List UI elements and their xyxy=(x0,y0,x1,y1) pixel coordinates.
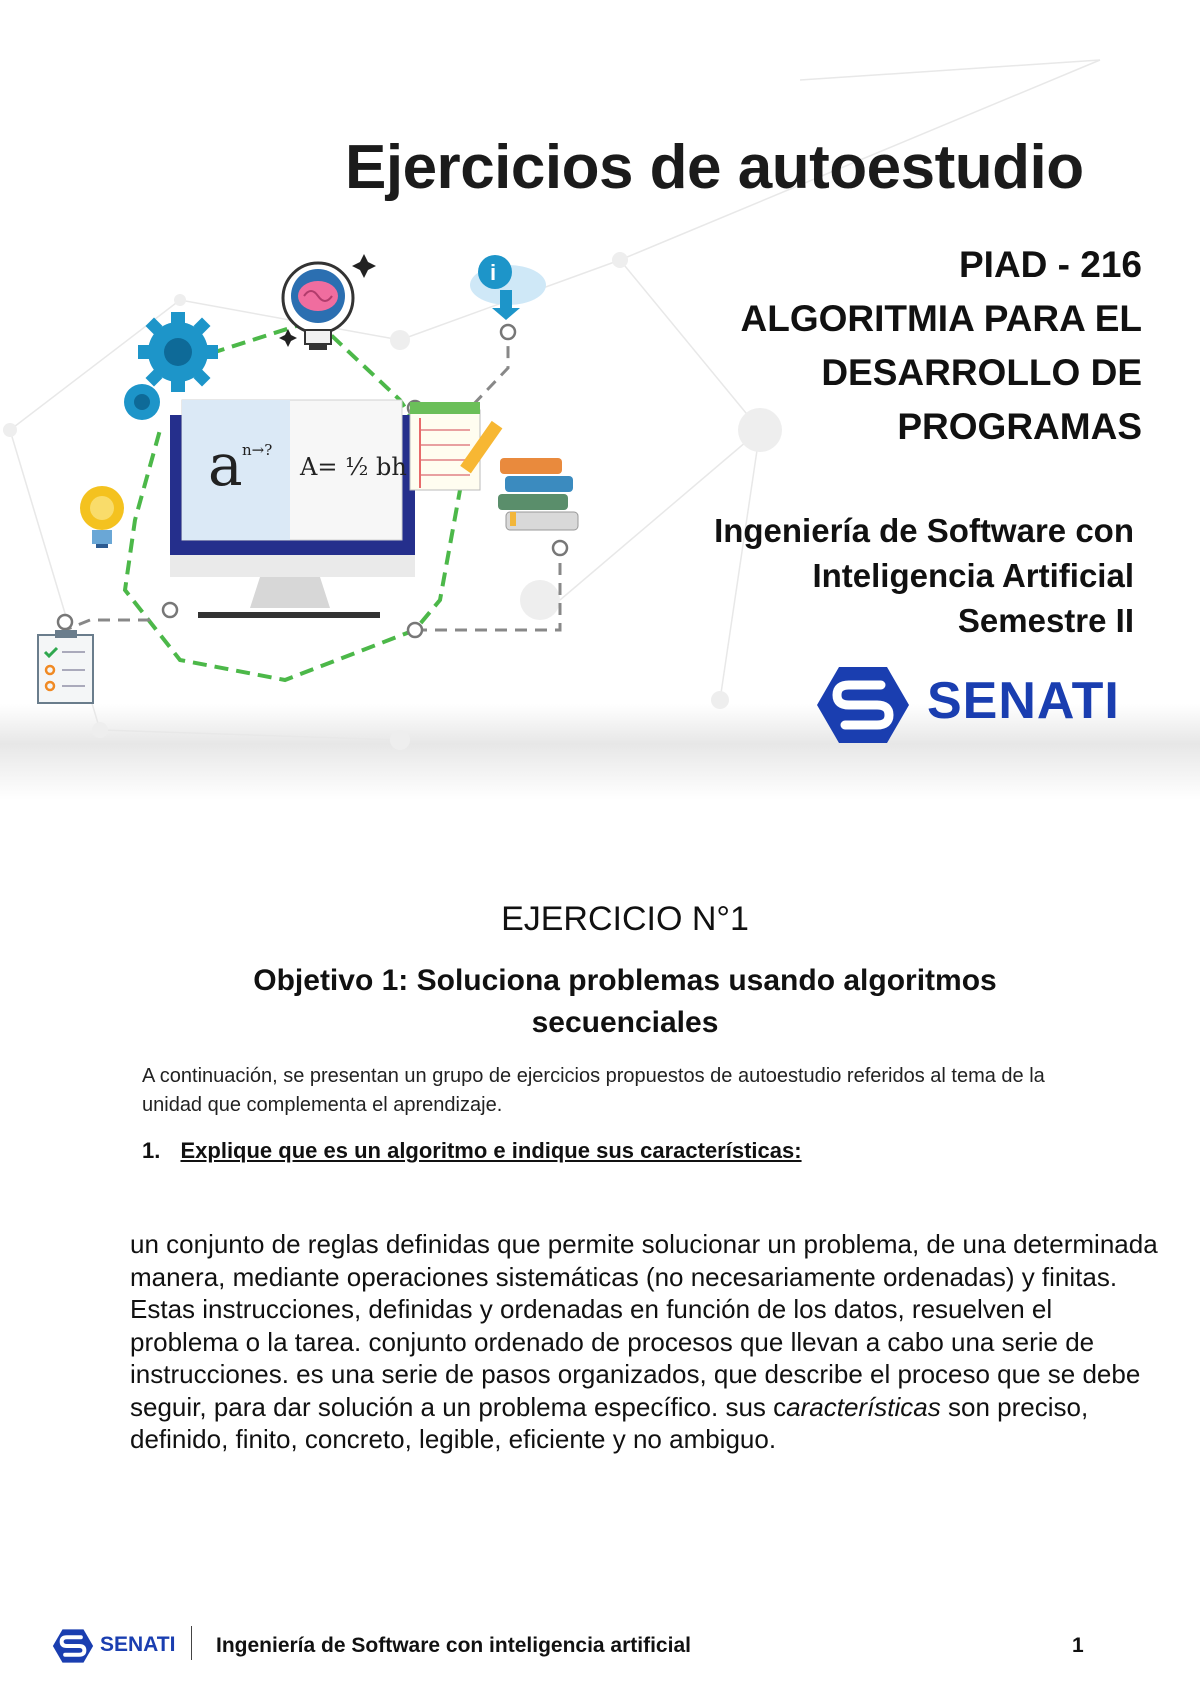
footer-text: Ingeniería de Software con inteligencia artificial xyxy=(216,1634,691,1657)
exercise-objective: Objetivo 1: Soluciona problemas usando algoritmos secuenciales xyxy=(253,964,997,1039)
notepad-pencil-icon xyxy=(410,402,502,490)
question-1 xyxy=(142,1138,802,1164)
question-text: Explique que es un algoritmo e indique sus características: xyxy=(180,1138,802,1163)
answer-part-1: un conjunto de reglas definidas que permite solucionar un problema, de una determinada manera, mediante operaciones sistemáticas (no necesariamente ordenadas) y finitas. Estas instrucciones, definidas y ordenadas en función de los datos, resuelven el problema o la tarea. conjunto ordenado de procesos que llevan a cabo una serie de instrucciones. es una serie de pasos organizados, que describe el proceso que se debe seguir, para dar solución a un problema específico. sus c xyxy=(130,1229,1158,1422)
info-cloud-icon xyxy=(470,255,546,320)
career-line-1: Ingeniería de Software con xyxy=(714,512,1134,549)
senati-hexagon-small-icon xyxy=(52,1628,94,1664)
course-name-line-2: DESARROLLO DE xyxy=(821,352,1142,393)
exercise-intro: A continuación, se presentan un grupo de ejercicios propuestos de autoestudio referidos al tema de la unidad que complementa el aprendizaje. xyxy=(142,1065,1045,1116)
brain-bulb-icon xyxy=(279,254,376,350)
senati-hexagon-icon xyxy=(815,665,911,745)
senati-logo xyxy=(815,665,1120,745)
answer-text xyxy=(130,1228,1160,1456)
page-number: 1 xyxy=(1072,1634,1084,1657)
svg-text:i: i xyxy=(490,260,497,285)
career-line-2: Inteligencia Artificial xyxy=(812,557,1134,594)
formula-area: A= ½ bh xyxy=(300,453,407,481)
page-title: Ejercicios de autoestudio xyxy=(345,133,1084,202)
footer-brand-text: SENATI xyxy=(100,1633,176,1656)
footer-logo xyxy=(52,1628,192,1668)
monitor-icon xyxy=(170,400,415,618)
formula-a: a xyxy=(208,431,243,499)
course-code: PIAD - 216 xyxy=(958,244,1142,285)
question-number: 1. xyxy=(142,1138,161,1163)
course-name-line-3: PROGRAMAS xyxy=(897,406,1142,447)
course-name-line-1: ALGORITMIA PARA EL xyxy=(740,298,1142,339)
lightbulb-icon xyxy=(80,486,124,548)
course-info xyxy=(741,238,1143,454)
checklist-icon xyxy=(38,630,93,703)
svg-text:n→?: n→? xyxy=(242,441,273,459)
semester: Semestre II xyxy=(957,602,1134,639)
senati-brand-text: SENATI xyxy=(927,672,1120,730)
career-info xyxy=(714,508,1134,643)
exercise-title: EJERCICIO N°1 xyxy=(501,900,749,938)
cover-banner xyxy=(0,0,1200,800)
footer-divider xyxy=(191,1626,192,1660)
illustration xyxy=(20,250,640,740)
answer-part-2: son preciso, definido, finito, concreto, legible, eficiente y no ambiguo. xyxy=(130,1391,1089,1454)
answer-italic: aracterísticas xyxy=(786,1391,941,1422)
books-icon xyxy=(498,458,578,530)
